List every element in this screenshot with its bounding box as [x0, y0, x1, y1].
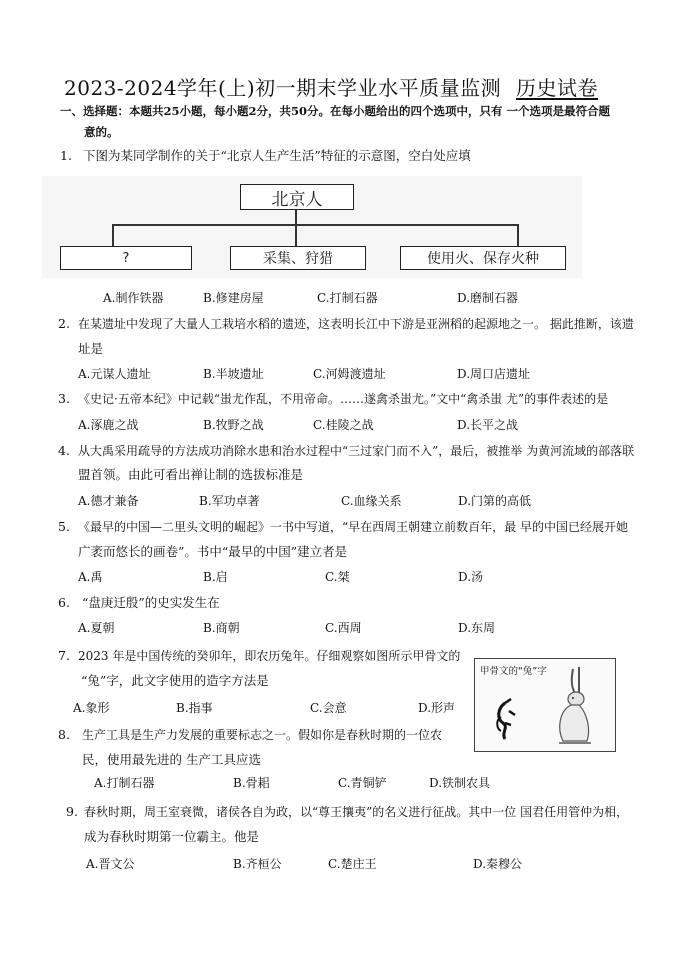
question-1-option-a: A.制作铁器 [103, 291, 164, 305]
question-9-number: 9. [66, 804, 78, 819]
question-6-text: “盘庚迁殷”的史实发生在 [82, 595, 220, 610]
question-1-option-b: B.修建房屋 [203, 291, 264, 305]
question-4-option-d: D.门第的高低 [458, 494, 532, 508]
question-5-option-d: D.汤 [458, 570, 484, 584]
question-6-option-a: A.夏朝 [78, 621, 115, 635]
exam-subject: 历史试卷 [516, 76, 599, 100]
question-7-text-cont: “兔”字，此文字使用的造字方法是 [81, 673, 269, 688]
question-4-option-c: C.血缘关系 [341, 494, 402, 508]
question-2-text-cont: 址是 [78, 341, 104, 356]
question-7-text: 2023 年是中国传统的癸卯年，即农历兔年。仔细观察如图所示甲骨文的 [78, 649, 461, 663]
question-4-option-b: B.军功卓著 [199, 494, 260, 508]
question-8-option-b: B.骨耜 [233, 776, 270, 790]
question-8-number: 8. [58, 727, 70, 742]
question-8-text-cont: 民，使用最先进的 生产工具应选 [82, 752, 261, 767]
exam-title-main: 2023-2024学年(上)初一期末学业水平质量监测 [64, 76, 502, 100]
question-7-option-b: B.指事 [176, 701, 213, 715]
question-5-option-c: C.桀 [325, 570, 350, 584]
question-7-option-c: C.会意 [310, 701, 347, 715]
question-1-number: 1. [60, 148, 72, 163]
question-9-option-b: B.齐桓公 [233, 857, 282, 871]
question-1-option-d: D.磨制石器 [457, 291, 519, 305]
rabbit-icon [475, 659, 615, 751]
question-8-option-c: C.青铜铲 [338, 776, 387, 790]
question-6-number: 6. [58, 595, 70, 610]
question-6-option-b: B.商朝 [203, 621, 240, 635]
question-3-option-c: C.桂陵之战 [313, 418, 374, 432]
question-7-option-a: A.象形 [73, 701, 110, 715]
diagram-box-blank: ? [60, 246, 192, 270]
question-1-option-c: C.打制石器 [317, 291, 378, 305]
question-5-text: 《最早的中国—二里头文明的崛起》一书中写道，“早在西周王朝建立前数百年，最 早的中国已经展开她 [78, 520, 628, 534]
question-5-number: 5. [58, 519, 70, 534]
question-3-option-d: D.长平之战 [457, 418, 519, 432]
question-5-option-a: A.禹 [78, 570, 103, 584]
question-2-option-d: D.周口店遗址 [457, 367, 531, 381]
section-instructions-cont: 意的。 [84, 125, 119, 139]
question-2-option-c: C.河姆渡遗址 [313, 367, 386, 381]
oracle-bone-image-caption: 甲骨文的“兔”字 [480, 666, 547, 677]
question-5-text-cont: 广袤而悠长的画卷”。书中“最早的中国”建立者是 [78, 544, 348, 559]
question-9-text-cont: 成为春秋时期第一位霸主。他是 [84, 829, 260, 844]
question-4-text: 从大禹采用疏导的方法成功消除水患和治水过程中“三过家门而不入”，最后，被推举 为黄河流域的部落联 [78, 444, 635, 458]
beijing-man-diagram [42, 176, 582, 278]
oracle-bone-rabbit-image [474, 658, 616, 752]
question-4-number: 4. [58, 443, 70, 458]
diagram-box-gathering: 采集、狩猎 [230, 246, 366, 270]
question-3-text: 《史记·五帝本纪》中记载“蚩尤作乱，不用帝命。……遂禽杀蚩尤。”文中“禽杀蚩 尤”的事件表述的是 [78, 392, 609, 406]
question-6-option-d: D.东周 [458, 621, 496, 635]
question-1-text: 下图为某同学制作的关于“北京人生产生活”特征的示意图，空白处应填 [83, 148, 471, 163]
question-9-text: 春秋时期，周王室衰微，诸侯各自为政，以“尊王攘夷”的名义进行征战。其中一位 国君任用管仲为相， [84, 805, 629, 819]
diagram-box-top: 北京人 [240, 184, 354, 210]
exam-title [64, 72, 598, 101]
question-2-option-a: A.元谋人遗址 [78, 367, 151, 381]
question-4-text-cont: 盟首领。由此可看出禅让制的选拔标准是 [78, 467, 304, 482]
question-4-option-a: A.德才兼备 [78, 494, 139, 508]
question-8-option-d: D.铁制农具 [429, 776, 491, 790]
question-9-option-c: C.楚庄王 [328, 857, 377, 871]
question-8-text: 生产工具是生产力发展的重要标志之一。假如你是春秋时期的一位农 [82, 728, 443, 742]
question-3-option-b: B.牧野之战 [203, 418, 264, 432]
question-3-number: 3. [58, 391, 70, 406]
question-5-option-b: B.启 [203, 570, 228, 584]
question-3-option-a: A.涿鹿之战 [78, 418, 139, 432]
question-9-option-a: A.晋文公 [86, 857, 135, 871]
question-2-number: 2. [58, 316, 70, 331]
question-7-option-d: D.形声 [418, 701, 456, 715]
question-2-option-b: B.半坡遗址 [203, 367, 264, 381]
question-6-option-c: C.西周 [325, 621, 362, 635]
section-instructions: 一、选择题：本题共25小题，每小题2分，共50分。在每小题给出的四个选项中，只有 一个选项是最符合题 [60, 104, 611, 118]
question-9-option-d: D.秦穆公 [473, 857, 523, 871]
question-2-text: 在某遗址中发现了大量人工栽培水稻的遗迹，这表明长江中下游是亚洲稻的起源地之一。 据此推断，该遗 [78, 317, 634, 331]
diagram-box-fire: 使用火、保存火种 [400, 246, 566, 270]
question-8-option-a: A.打制石器 [94, 776, 155, 790]
question-7-number: 7. [58, 648, 70, 663]
